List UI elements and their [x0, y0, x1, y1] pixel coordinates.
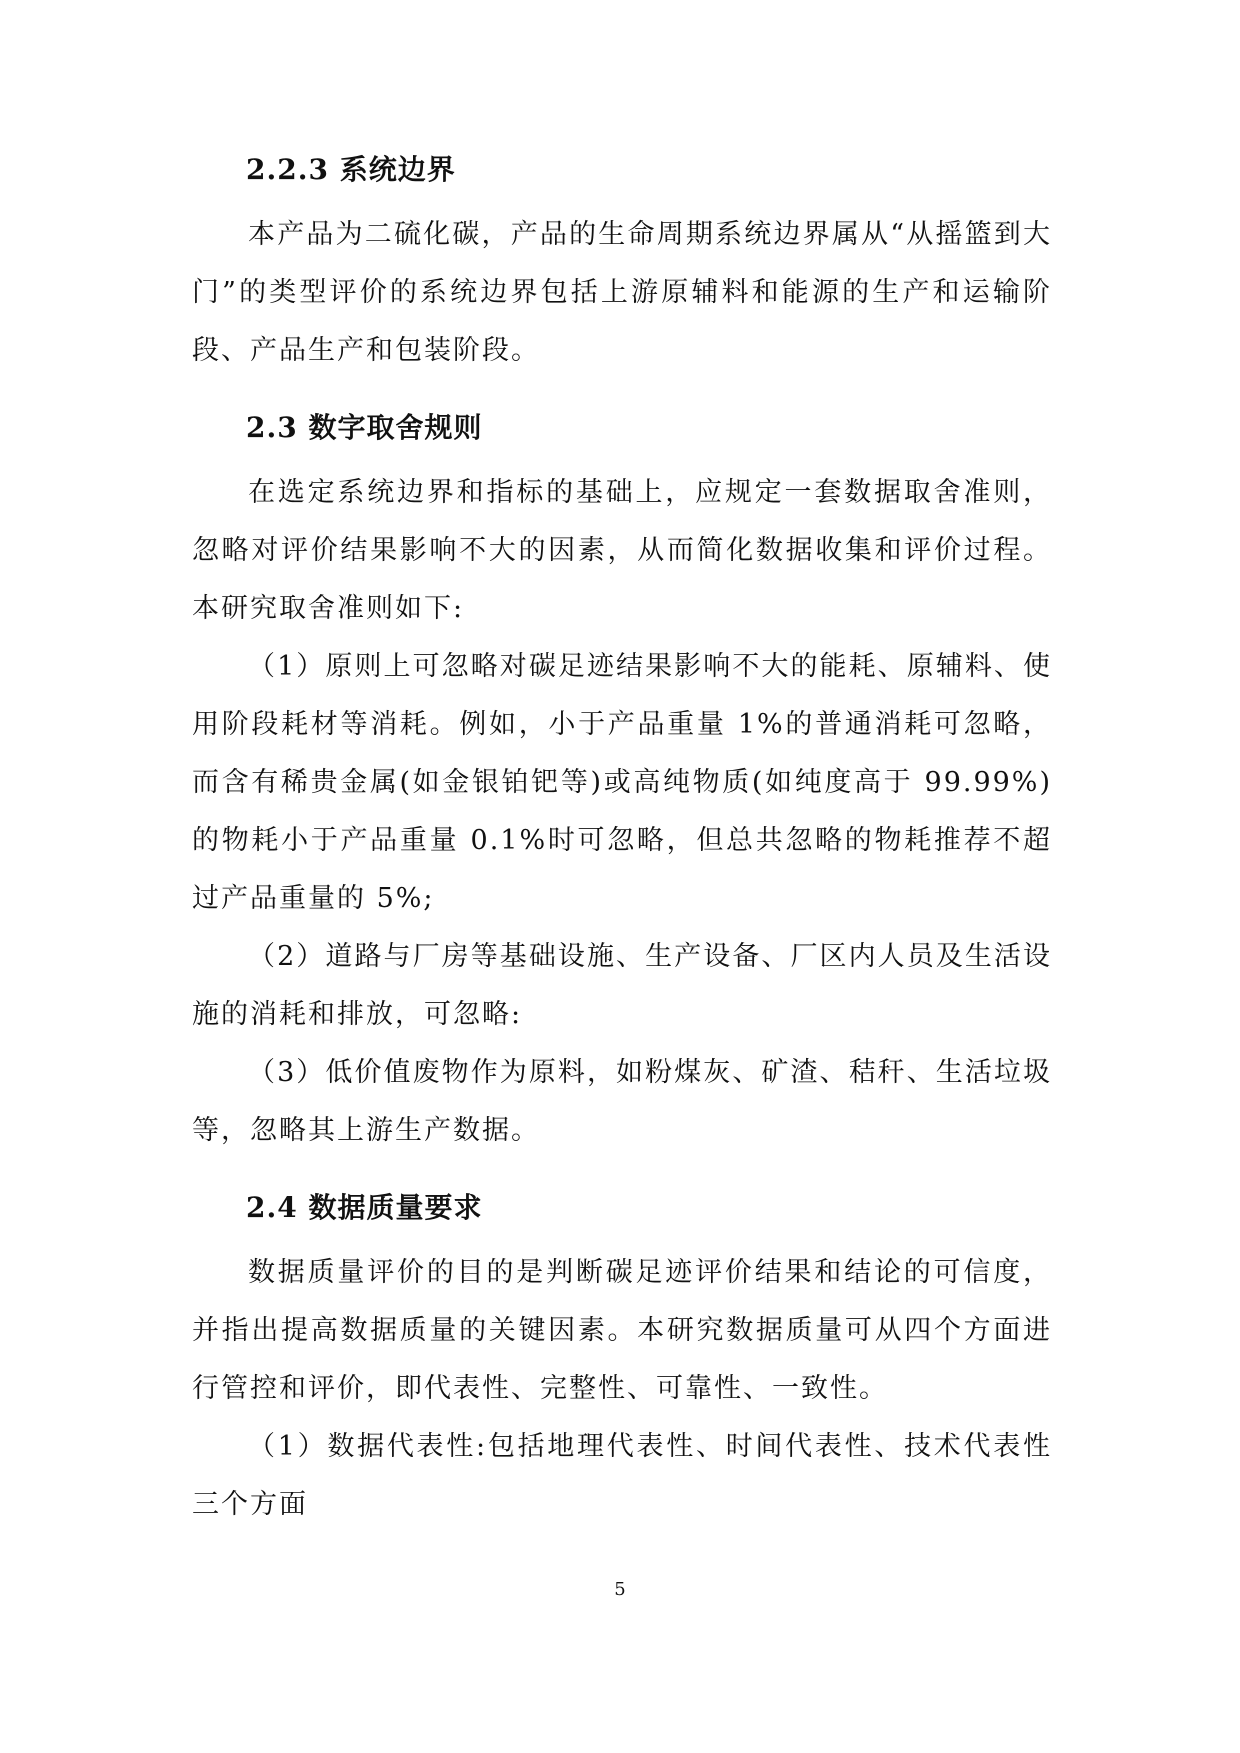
paragraph-cutoff-rule-3: （3）低价值废物作为原料，如粉煤灰、矿渣、秸秆、生活垃圾等，忽略其上游生产数据。 [192, 1057, 1052, 1146]
paragraph-cutoff-rule-1: （1）原则上可忽略对碳足迹结果影响不大的能耗、原辅料、使用阶段耗材等消耗。例如，小于产品重量 1%的普通消耗可忽略，而含有稀贵金属(如金银铂钯等)或高纯物质(如纯度高于 99.99%)的物耗小于产品重量 0.1%时可忽略，但总共忽略的物耗推荐不超过产品重量的 5%; [192, 651, 1052, 914]
section-heading-cutoff-rules: 2.3 数字取舍规则 [246, 411, 483, 444]
paragraph-cutoff-intro: 在选定系统边界和指标的基础上，应规定一套数据取舍准则，忽略对评价结果影响不大的因素，从而简化数据收集和评价过程。本研究取舍准则如下: [192, 477, 1052, 624]
paragraph-data-quality-intro: 数据质量评价的目的是判断碳足迹评价结果和结论的可信度，并指出提高数据质量的关键因素。本研究数据质量可从四个方面进行管控和评价，即代表性、完整性、可靠性、一致性。 [192, 1257, 1052, 1404]
paragraph-cutoff-rule-2: （2）道路与厂房等基础设施、生产设备、厂区内人员及生活设施的消耗和排放，可忽略: [192, 941, 1052, 1030]
paragraph-system-boundary: 本产品为二硫化碳，产品的生命周期系统边界属从“从摇篮到大门”的类型评价的系统边界包括上游原辅料和能源的生产和运输阶段、产品生产和包装阶段。 [192, 219, 1052, 366]
page-number: 5 [614, 1579, 626, 1600]
paragraph-data-representativeness: （1）数据代表性:包括地理代表性、时间代表性、技术代表性三个方面 [192, 1431, 1052, 1520]
section-heading-system-boundary: 2.2.3 系统边界 [246, 153, 456, 186]
section-heading-data-quality: 2.4 数据质量要求 [246, 1191, 483, 1224]
page-body [192, 150, 1052, 1534]
